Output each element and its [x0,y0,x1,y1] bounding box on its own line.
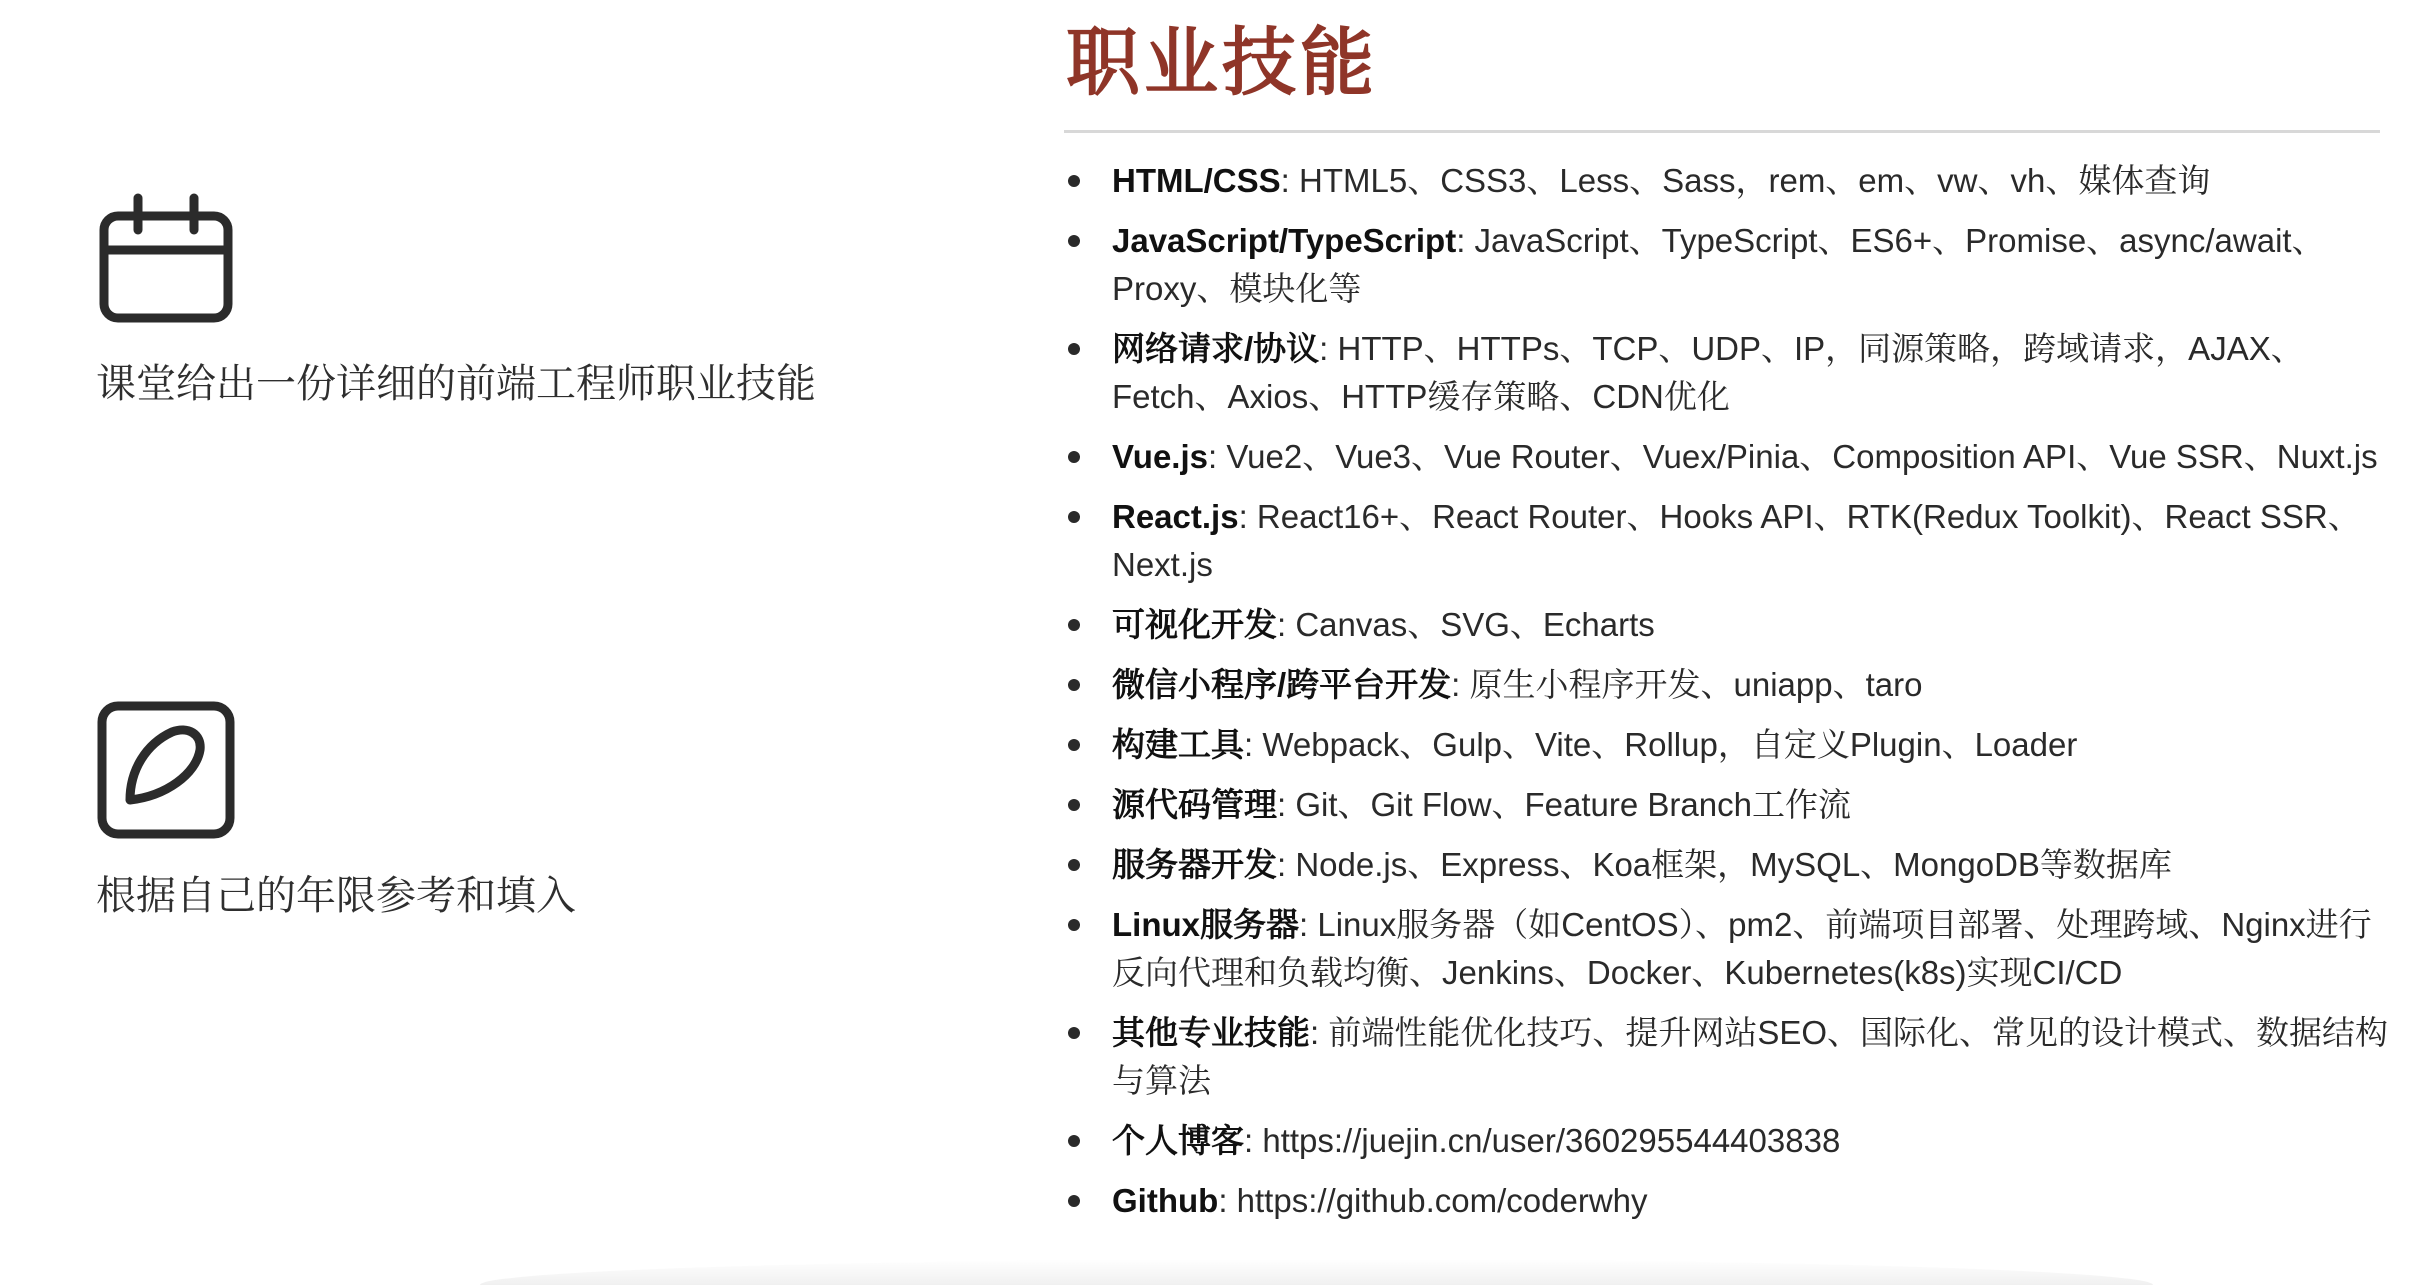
skill-separator: : [1238,498,1257,535]
skill-item [1064,781,2390,829]
skill-separator: : [1277,786,1296,823]
skill-text: Webpack、Gulp、Vite、Rollup，自定义Plugin、Loader [1262,726,2078,763]
skill-label: 微信小程序/跨平台开发 [1112,666,1452,703]
bullet-icon [1068,235,1080,247]
blog-link[interactable]: https://juejin.cn/user/360295544403838 [1262,1122,1841,1159]
bullet-icon [1068,1135,1080,1147]
bottom-shadow [480,1259,2153,1285]
skill-item [1064,1177,2390,1225]
skill-text: 前端性能优化技巧、提升网站SEO、国际化、常见的设计模式、数据结构与算法 [1112,1014,2389,1099]
skill-text: HTML5、CSS3、Less、Sass，rem、em、vw、vh、媒体查询 [1299,162,2211,199]
divider [1064,130,2380,133]
skill-label: Vue.js [1112,438,1208,475]
skill-label: 服务器开发 [1112,846,1277,883]
bullet-icon [1068,175,1080,187]
bullet-icon [1068,343,1080,355]
skill-text: Canvas、SVG、Echarts [1295,606,1655,643]
skill-label: React.js [1112,498,1239,535]
bullet-icon [1068,859,1080,871]
skill-text: React16+、React Router、Hooks API、RTK(Redux Toolkit)、React SSR、Next.js [1112,498,2361,583]
skill-separator: : [1277,846,1296,883]
bullet-icon [1068,739,1080,751]
skill-separator: : [1244,726,1263,763]
skill-label: 个人博客 [1112,1122,1244,1159]
skill-item [1064,661,2390,709]
skill-item [1064,493,2390,589]
bullet-icon [1068,799,1080,811]
skill-separator: : [1299,906,1318,943]
bullet-icon [1068,679,1080,691]
skills-list [1064,157,2390,1225]
github-link[interactable]: https://github.com/coderwhy [1236,1182,1648,1219]
skill-item [1064,901,2390,997]
skill-label: 可视化开发 [1112,606,1277,643]
skill-separator: : [1280,162,1300,199]
page-title: 职业技能 [1066,21,1378,104]
skill-text: Linux服务器（如CentOS）、pm2、前端项目部署、处理跨域、Nginx进行反向代理和负载均衡、Jenkins、Docker、Kubernetes(k8s)实现CI/CD [1112,906,2372,991]
skill-label: Linux服务器 [1112,906,1299,943]
skill-separator: : [1456,222,1475,259]
skill-text: Git、Git Flow、Feature Branch工作流 [1295,786,1851,823]
skill-text: HTTP、HTTPs、TCP、UDP、IP，同源策略，跨域请求，AJAX、Fetch、Axios、HTTP缓存策略、CDN优化 [1112,330,2304,415]
skill-text: Vue2、Vue3、Vue Router、Vuex/Pinia、Composition API、Vue SSR、Nuxt.js [1226,438,2378,475]
bullet-icon [1068,511,1080,523]
skill-text: Node.js、Express、Koa框架，MySQL、MongoDB等数据库 [1295,846,2172,883]
skill-item [1064,601,2390,649]
skill-item [1064,721,2390,769]
skill-separator: : [1277,606,1296,643]
skill-text: JavaScript、TypeScript、ES6+、Promise、async/await、Proxy、模块化等 [1112,222,2325,307]
bullet-icon [1068,1027,1080,1039]
bullet-icon [1068,619,1080,631]
skill-separator: : [1218,1182,1237,1219]
edit-caption: 根据自己的年限参考和填入 [96,874,576,918]
skill-label: 源代码管理 [1112,786,1277,823]
calendar-block [96,192,816,409]
bullet-icon [1068,919,1080,931]
skill-separator: : [1310,1014,1329,1051]
skill-item [1064,841,2390,889]
skill-separator: : [1451,666,1470,703]
skill-label: HTML/CSS [1112,162,1281,199]
skill-item [1064,1009,2390,1105]
edit-block [96,700,576,921]
skill-item [1064,157,2390,205]
skill-item [1064,325,2390,421]
skill-item [1064,433,2390,481]
skill-label: 网络请求/协议 [1112,330,1320,367]
bullet-icon [1068,451,1080,463]
calendar-caption: 课堂给出一份详细的前端工程师职业技能 [96,362,816,406]
skill-item [1064,1117,2390,1165]
skill-label: 其他专业技能 [1112,1014,1310,1051]
calendar-icon [96,192,236,332]
skill-text: 原生小程序开发、uniapp、taro [1469,666,1923,703]
edit-icon [96,700,236,840]
skill-separator: : [1244,1122,1263,1159]
skill-item [1064,217,2390,313]
skill-label: 构建工具 [1112,726,1244,763]
skill-separator: : [1208,438,1227,475]
skill-label: Github [1112,1182,1219,1219]
skill-separator: : [1319,330,1338,367]
bullet-icon [1068,1195,1080,1207]
skill-label: JavaScript/TypeScript [1112,222,1457,259]
skills-section [1064,8,2390,1237]
